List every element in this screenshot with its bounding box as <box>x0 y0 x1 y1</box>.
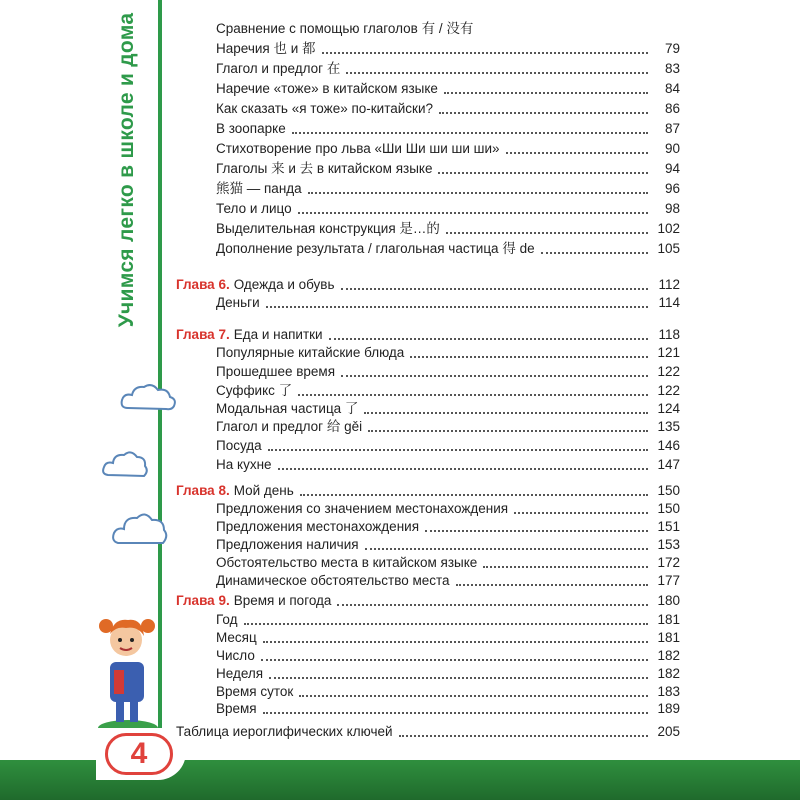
leader-dots <box>268 448 648 451</box>
toc-entry <box>176 178 680 198</box>
toc-entry <box>176 18 680 38</box>
entry-page: 112 <box>658 277 680 292</box>
leader-dots <box>341 287 648 290</box>
leader-dots <box>298 211 648 214</box>
leader-dots <box>322 51 648 54</box>
toc-entry <box>176 609 680 629</box>
entry-page: 183 <box>657 684 680 699</box>
entry-title: Время <box>216 701 257 716</box>
entry-page: 84 <box>664 81 680 96</box>
leader-dots <box>300 493 648 496</box>
entry-title: Глагол и предлог 给 gěi <box>216 419 363 434</box>
chapter-heading <box>176 480 680 500</box>
leader-dots <box>364 411 648 414</box>
entry-page: 135 <box>657 419 680 434</box>
entry-page: 124 <box>657 401 680 416</box>
toc-entry <box>176 516 680 536</box>
entry-page: 172 <box>657 555 680 570</box>
chapter-label: Глава 7. <box>176 327 230 342</box>
entry-page: 96 <box>664 181 680 196</box>
entry-title: В зоопарке <box>216 121 286 136</box>
entry-title: Дополнение результата / глагольная частица 得 de <box>216 241 535 256</box>
toc-entry <box>176 342 680 362</box>
leader-dots <box>444 91 648 94</box>
toc-entry <box>176 238 680 258</box>
toc-entry <box>176 380 680 400</box>
toc-entry <box>176 570 680 590</box>
toc-entry <box>176 158 680 178</box>
entry-title: Выделительная конструкция 是…的 <box>216 221 440 236</box>
entry-page: 94 <box>664 161 680 176</box>
toc-entry <box>176 292 680 312</box>
leader-dots <box>266 305 648 308</box>
chapter-heading <box>176 324 680 344</box>
cloud-icon <box>100 445 150 485</box>
chapter-title: Мой день <box>233 483 294 498</box>
entry-page: 121 <box>657 345 680 360</box>
toc-entry <box>176 552 680 572</box>
leader-dots <box>269 676 648 679</box>
entry-title: Неделя <box>216 666 264 681</box>
entry-title: Предложения со значением местонахождения <box>216 501 509 516</box>
entry-page: 98 <box>664 201 680 216</box>
entry-page: 150 <box>657 501 680 516</box>
entry-title: На кухне <box>216 457 272 472</box>
entry-page: 114 <box>658 295 680 310</box>
leader-dots <box>263 640 648 643</box>
chapter-heading <box>176 590 680 610</box>
leader-dots <box>278 467 648 470</box>
leader-dots <box>365 547 648 550</box>
entry-page: 105 <box>657 241 680 256</box>
toc-entry <box>176 663 680 683</box>
leader-dots <box>292 131 648 134</box>
entry-page: 182 <box>657 666 680 681</box>
chapter-title: Время и погода <box>233 593 332 608</box>
toc-entry <box>176 454 680 474</box>
leader-dots <box>341 374 648 377</box>
chapter-title: Еда и напитки <box>233 327 323 342</box>
entry-page: 150 <box>657 483 680 498</box>
toc-entry <box>176 698 680 718</box>
chapter-heading <box>176 274 680 294</box>
leader-dots <box>329 337 648 340</box>
leader-dots <box>261 658 648 661</box>
page-number: 4 <box>105 733 173 775</box>
toc-entry <box>176 398 680 418</box>
toc-entry <box>176 645 680 665</box>
girl-illustration <box>96 610 160 735</box>
entry-title: Обстоятельство места в китайском языке <box>216 555 478 570</box>
leader-dots <box>438 171 648 174</box>
entry-title: Глагол и предлог 在 <box>216 61 341 76</box>
leader-dots <box>368 429 648 432</box>
leader-dots <box>439 111 648 114</box>
toc-entry <box>176 218 680 238</box>
entry-title: Посуда <box>216 438 262 453</box>
entry-title: Предложения местонахождения <box>216 519 420 534</box>
entry-page: 79 <box>664 41 680 56</box>
entry-page: 205 <box>657 724 680 739</box>
entry-title: Как сказать «я тоже» по-китайски? <box>216 101 434 116</box>
chapter-label: Глава 8. <box>176 483 230 498</box>
entry-page: 122 <box>657 364 680 379</box>
entry-title: Глаголы 来 и 去 в китайском языке <box>216 161 433 176</box>
entry-page: 102 <box>657 221 680 236</box>
entry-title: Наречия 也 и 都 <box>216 41 316 56</box>
toc-entry <box>176 58 680 78</box>
leader-dots <box>506 151 649 154</box>
entry-title: Популярные китайские блюда <box>216 345 405 360</box>
toc-entry <box>176 534 680 554</box>
toc-entry <box>176 721 680 741</box>
leader-dots <box>456 583 648 586</box>
toc-entry <box>176 198 680 218</box>
entry-page: 118 <box>658 327 680 342</box>
toc-entry <box>176 98 680 118</box>
toc-entry <box>176 38 680 58</box>
entry-page: 147 <box>657 457 680 472</box>
cloud-icon <box>110 505 170 553</box>
entry-page: 151 <box>657 519 680 534</box>
entry-title: 熊猫 — панда <box>216 181 302 196</box>
entry-page: 86 <box>664 101 680 116</box>
entry-title: Динамическое обстоятельство места <box>216 573 450 588</box>
chapter-title: Одежда и обувь <box>233 277 335 292</box>
leader-dots <box>410 355 648 358</box>
entry-title: Год <box>216 612 238 627</box>
entry-title: Месяц <box>216 630 257 645</box>
entry-page: 182 <box>657 648 680 663</box>
entry-title: Тело и лицо <box>216 201 292 216</box>
toc-entry <box>176 361 680 381</box>
toc-entry <box>176 416 680 436</box>
leader-dots <box>346 71 648 74</box>
toc-entry <box>176 118 680 138</box>
cloud-icon <box>118 380 178 414</box>
toc-entry <box>176 627 680 647</box>
leader-dots <box>308 191 648 194</box>
entry-page: 153 <box>657 537 680 552</box>
leader-dots <box>425 529 648 532</box>
entry-title: Таблица иероглифических ключей <box>176 724 393 739</box>
entry-title: Число <box>216 648 255 663</box>
entry-title: Модальная частица 了 <box>216 401 359 416</box>
entry-page: 146 <box>657 438 680 453</box>
entry-page: 189 <box>657 701 680 716</box>
entry-page: 83 <box>664 61 680 76</box>
entry-title: Наречие «тоже» в китайском языке <box>216 81 438 96</box>
leader-dots <box>263 711 648 714</box>
entry-title: Деньги <box>216 295 260 310</box>
entry-title: Суффикс 了 <box>216 383 293 398</box>
leader-dots <box>399 734 648 737</box>
entry-title: Предложения наличия <box>216 537 359 552</box>
toc-entry <box>176 138 680 158</box>
toc-entry <box>176 435 680 455</box>
entry-page: 177 <box>657 573 680 588</box>
entry-title: Стихотворение про льва «Ши Ши ши ши ши» <box>216 141 500 156</box>
entry-page: 180 <box>657 593 680 608</box>
chapter-label: Глава 9. <box>176 593 230 608</box>
leader-dots <box>299 694 648 697</box>
entry-page: 90 <box>664 141 680 156</box>
leader-dots <box>483 565 648 568</box>
entry-title: Время суток <box>216 684 294 699</box>
entry-title: Прошедшее время <box>216 364 336 379</box>
toc-entry <box>176 78 680 98</box>
leader-dots <box>514 511 648 514</box>
entry-page: 87 <box>664 121 680 136</box>
chapter-label: Глава 6. <box>176 277 230 292</box>
leader-dots <box>244 622 649 625</box>
entry-page: 181 <box>657 612 680 627</box>
entry-page: 181 <box>657 630 680 645</box>
spine-title: Учимся легко в школе и дома <box>115 12 138 328</box>
entry-page: 122 <box>657 383 680 398</box>
entry-title: Сравнение с помощью глаголов 有 / 没有 <box>216 21 474 36</box>
leader-dots <box>298 393 648 396</box>
toc-entry <box>176 498 680 518</box>
leader-dots <box>446 231 648 234</box>
leader-dots <box>337 603 648 606</box>
leader-dots <box>541 251 648 254</box>
